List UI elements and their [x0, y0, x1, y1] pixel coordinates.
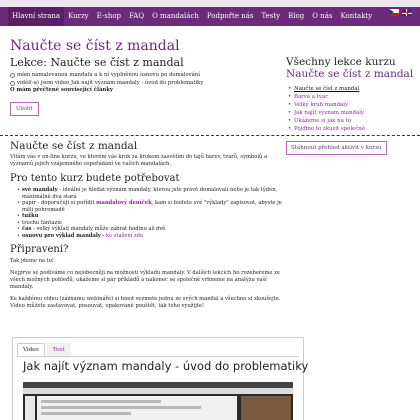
download-activities-button[interactable]: Stáhnout přehled aktivit v kurzu: [286, 141, 387, 155]
item-strong: osnovu pro výklad mandaly: [22, 232, 101, 239]
nav-item-kontakty[interactable]: Kontakty: [340, 12, 373, 20]
lesson-header: [10, 38, 278, 116]
video-side-panel: [25, 396, 35, 420]
sidebar-title: Všechny lekce kurzu: [286, 56, 396, 68]
item-text: - ideální je hledat význam mandaly, kterou jste právě domalovali nebo je tak týden, maximálně dva stará: [22, 187, 278, 200]
lesson-content: [10, 140, 285, 310]
list-item: [18, 187, 285, 200]
radio-icon[interactable]: [10, 73, 15, 78]
lesson-list-item[interactable]: • Jak najít význam mandaly: [286, 109, 416, 117]
needs-list: [18, 187, 285, 239]
item-text: papír - doporučuji si pořídit: [22, 200, 97, 206]
page-title: Naučte se číst z mandal: [10, 38, 180, 54]
item-text: -: [100, 232, 106, 239]
nav-item-o-mandalach[interactable]: O mandalách: [152, 12, 199, 20]
video-screen-line: [41, 412, 131, 415]
nav-item-blog[interactable]: Blog: [288, 12, 305, 20]
checklist-item[interactable]: [10, 72, 278, 80]
diary-link[interactable]: mandalový deníček: [96, 200, 152, 206]
video-screen-line: [41, 406, 201, 409]
list-item: [18, 233, 285, 240]
radio-icon[interactable]: [10, 81, 15, 86]
ready-text: Tak jdeme na to!: [10, 258, 54, 264]
save-button[interactable]: Uložit: [10, 102, 39, 116]
nav-item-kurzy[interactable]: Kurzy: [68, 12, 89, 20]
content-heading: Naučte se číst z mandal: [10, 140, 138, 152]
checklist-item[interactable]: [10, 87, 278, 95]
video-tabs: [17, 343, 73, 357]
item-strong: své mandaly: [22, 187, 58, 193]
item-strong: čas: [22, 226, 32, 232]
list-item: [18, 200, 285, 213]
presenter-thumbnail: [241, 396, 291, 420]
video-player[interactable]: [23, 382, 293, 420]
video-title: Jak najít význam mandaly - úvod do problematiky: [23, 359, 309, 373]
ready-heading: Připraveni?: [10, 244, 69, 255]
video-screen-line: [41, 400, 161, 403]
lesson-list-item[interactable]: • Naučte se číst z mandal: [286, 85, 416, 93]
nav-item-podporte[interactable]: Podpořte nás: [206, 12, 254, 20]
checklist-label: viděl(-a) jsem video Jak najít význam mandaly - úvod do problematiky: [17, 79, 204, 86]
intro-paragraph: Vítám vás v on-line kurzu, ve kterém vás krok za krokem zasvětím do tajů barev, tvarů, symbolů a významů jejich vzájemného uspořádání ve vašich mandalách.: [10, 154, 268, 167]
section-divider: [0, 135, 420, 136]
tab-underline: [17, 356, 299, 357]
course-sidebar: [286, 56, 416, 155]
sidebar-course-title: Naučte se číst z mandal: [286, 68, 414, 80]
lesson-list-item[interactable]: • Pojďme to zkusit společně: [286, 125, 416, 133]
czech-flag-icon[interactable]: [389, 9, 399, 16]
paragraph: Ke každému videu (záznamu webináře) si hned vezmete jednu ze svých mandal a všechno si zkoušejte. Video můžete zastavovat, posouvat, opakovaně pouštět, tak toho využijte!: [10, 296, 281, 309]
item-text: , kam si budete své "výklady" zapisovat, abyste je měli pohromadě: [22, 200, 282, 213]
video-screen: [37, 396, 237, 420]
nav-item-o-nas[interactable]: O nás: [312, 12, 333, 20]
video-panel: [12, 337, 309, 420]
language-switcher: [389, 9, 412, 16]
lesson-title: Lekce: Naučte se číst z mandal: [10, 56, 184, 69]
checklist-label: O mám přečtené související články: [10, 87, 114, 94]
download-link[interactable]: ke stažení zde: [105, 232, 144, 239]
nav-item-home[interactable]: Hlavní strana: [8, 7, 64, 26]
item-text: trochu fantazie: [22, 219, 62, 226]
tab-text[interactable]: Text: [47, 343, 71, 357]
nav-item-testy[interactable]: Testy: [261, 12, 281, 20]
checklist-label: mám namalovanou mandalu a k ní vyplněnou osnovu po domalování: [17, 72, 200, 78]
item-text: - velký výklad mandaly může zabrat hodinu až dvě: [31, 226, 166, 232]
lesson-checklist: [10, 72, 278, 95]
nav-item-faq[interactable]: FAQ: [129, 12, 145, 20]
top-nav: [0, 0, 420, 26]
header-strip: [0, 0, 420, 7]
nav-item-eshop[interactable]: E-shop: [96, 12, 122, 20]
needs-heading: Pro tento kurz budete potřebovat: [10, 173, 180, 184]
video-toolbar: [23, 388, 293, 394]
paragraph: Nejprve se podíváme co nejobecněji na možnosti výkladu mandaly. V dalších lekcích ho rozebereme ze všech možných pohledů, ukážeme si pár příkladů a nakonec se společně vrhneme na analýzu vaší mandaly.: [10, 270, 280, 290]
lesson-list: [286, 85, 416, 133]
item-strong: tužku: [22, 213, 39, 219]
lesson-list-item[interactable]: • Ukážeme si jak na to: [286, 117, 416, 125]
lesson-list-item[interactable]: • Barva a tvar: [286, 93, 416, 101]
tab-video[interactable]: Video: [17, 343, 45, 357]
lesson-list-item[interactable]: • Velký kruh mandaly: [286, 101, 416, 109]
english-flag-icon[interactable]: [402, 9, 412, 16]
nav-menu: [0, 7, 376, 26]
